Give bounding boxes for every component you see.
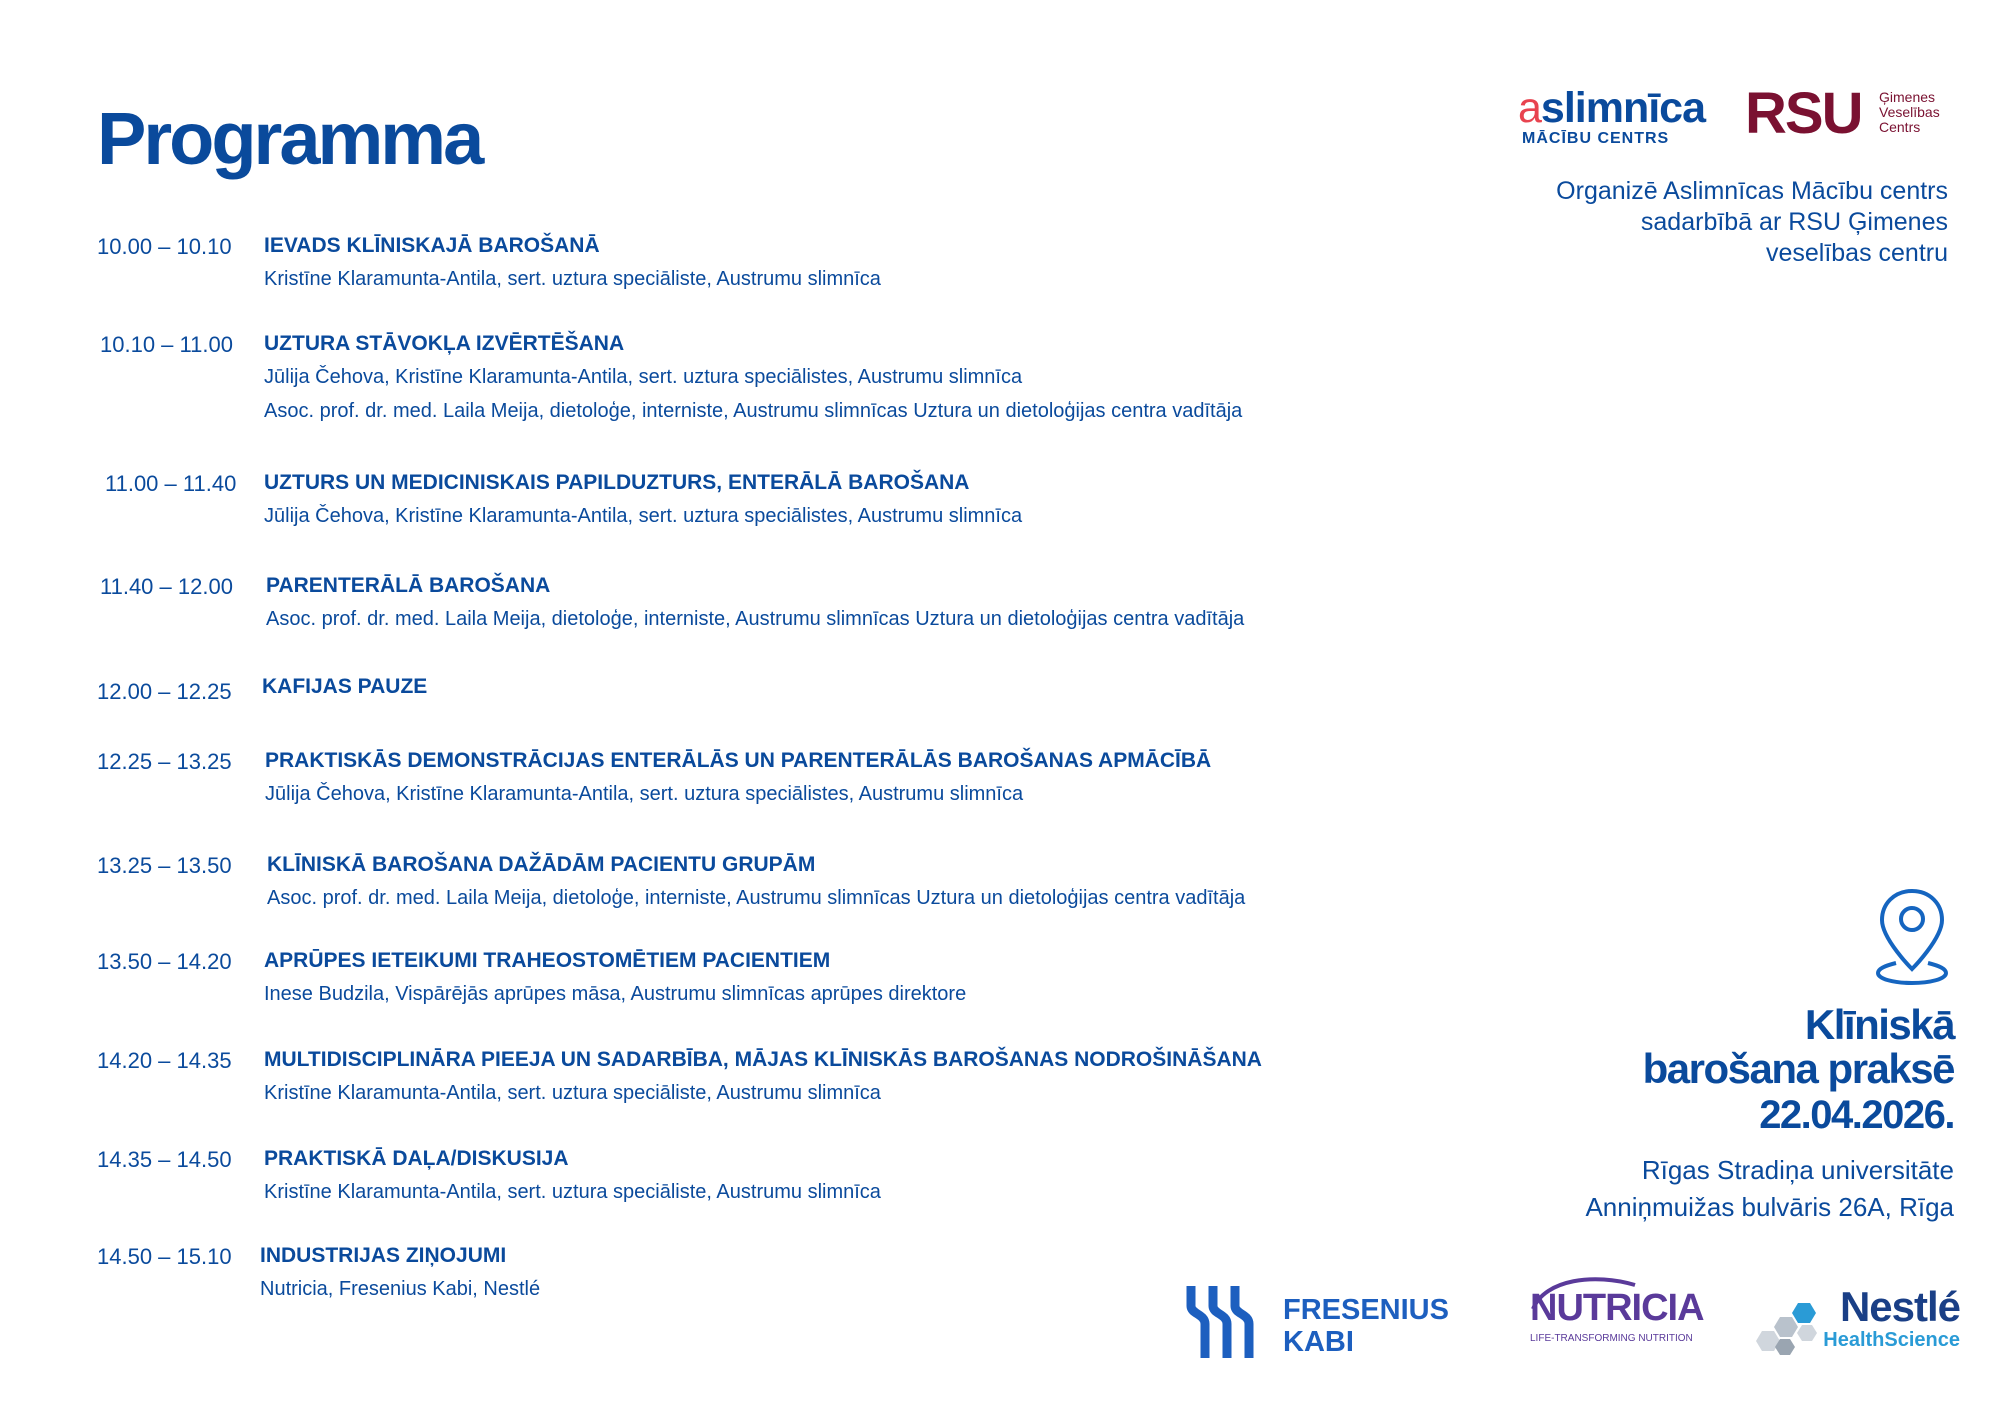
schedule-time: 12.25 – 13.25 [97,749,232,774]
schedule-speaker: Jūlija Čehova, Kristīne Klaramunta-Antila, sert. uztura speciālistes, Austrumu slimnīca [264,366,1023,388]
schedule-time: 10.10 – 11.00 [100,332,233,357]
schedule-topic: PRAKTISKĀ DAĻA/DISKUSIJA [264,1147,569,1170]
nestle-logo-sub: HealthScience [1823,1329,1960,1351]
aslimnica-logo [1518,84,1706,147]
schedule-time: 14.35 – 14.50 [97,1147,232,1172]
organizer-line: Organizē Aslimnīcas Mācību centrs [1556,177,1948,205]
page-title: Programma [97,97,482,180]
schedule-topic: KLĪNISKĀ BAROŠANA DAŽĀDĀM PACIENTU GRUPĀM [267,853,816,876]
schedule-topic: UZTURS UN MEDICINISKAIS PAPILDUZTURS, ENTERĀLĀ BAROŠANA [264,471,970,494]
rsu-logo-sub-line: Ģimenes [1879,89,1936,105]
rsu-logo-sub [1879,90,1940,135]
schedule-speaker: Inese Budzila, Vispārējās aprūpes māsa, Austrumu slimnīcas aprūpes direktore [264,983,967,1005]
aslimnica-logo-sub: MĀCĪBU CENTRS [1522,130,1670,147]
schedule-item [0,330,1500,425]
schedule-item [0,851,1500,911]
schedule-topic: INDUSTRIJAS ZIŅOJUMI [260,1244,507,1267]
rsu-logo-sub-line: Veselības [1879,104,1940,120]
organizer-line: sadarbībā ar RSU Ģimenes [1640,208,1948,236]
schedule-item [0,1046,1500,1106]
schedule-topic: UZTURA STĀVOKĻA IZVĒRTĒŠANA [264,332,625,355]
rsu-logo-mark: RSU [1745,81,1862,146]
schedule-item [0,572,1500,632]
schedule-speaker: Kristīne Klaramunta-Antila, sert. uztura speciāliste, Austrumu slimnīca [264,1082,881,1104]
schedule-item [0,232,1500,292]
schedule-time: 13.50 – 14.20 [97,949,232,974]
event-title-line: Klīniskā [1804,1001,1954,1048]
schedule-time: 14.50 – 15.10 [97,1244,232,1269]
schedule-topic: KAFIJAS PAUZE [262,675,428,698]
schedule-topic: MULTIDISCIPLINĀRA PIEEJA UN SADARBĪBA, MĀJAS KLĪNISKĀS BAROŠANAS NODROŠINĀŠANA [264,1048,1262,1071]
schedule-speaker: Nutricia, Fresenius Kabi, Nestlé [260,1278,541,1300]
schedule-time: 14.20 – 14.35 [97,1048,232,1073]
event-title [1454,1003,1954,1091]
schedule-topic: IEVADS KLĪNISKAJĀ BAROŠANĀ [264,234,600,257]
schedule-speaker: Asoc. prof. dr. med. Laila Meija, dietoloģe, interniste, Austrumu slimnīcas Uztura un dietoloģijas centra vadītāja [264,400,1243,422]
fresenius-logo-line: FRESENIUS [1283,1294,1449,1326]
schedule-time: 11.40 – 12.00 [100,574,233,599]
schedule-topic: PRAKTISKĀS DEMONSTRĀCIJAS ENTERĀLĀS UN PARENTERĀLĀS BAROŠANAS APMĀCĪBĀ [265,749,1212,772]
schedule-speaker: Kristīne Klaramunta-Antila, sert. uztura speciāliste, Austrumu slimnīca [264,1181,881,1203]
schedule-time: 13.25 – 13.50 [97,853,232,878]
schedule-item [0,747,1500,807]
fresenius-logo-line: KABI [1283,1326,1354,1358]
event-venue [1354,1152,1954,1226]
fresenius-kabi-logo [1183,1282,1473,1362]
aslimnica-logo-word: slimnīca [1540,84,1706,132]
schedule-time: 11.00 – 11.40 [105,471,237,496]
schedule-topic: PARENTERĀLĀ BAROŠANA [266,574,551,597]
event-title-line: barošana praksē [1642,1045,1954,1092]
organizer-text [1428,176,1948,269]
schedule-speaker: Jūlija Čehova, Kristīne Klaramunta-Antila, sert. uztura speciālistes, Austrumu slimnīca [265,783,1024,805]
rsu-logo-sub-line: Centrs [1879,119,1921,135]
rsu-logo [1745,81,1955,146]
nutricia-logo [1525,1275,1705,1355]
schedule-time: 12.00 – 12.25 [97,679,232,704]
event-date: 22.04.2026. [1759,1093,1954,1137]
venue-line: Rīgas Stradiņa universitāte [1641,1155,1954,1185]
schedule-item [0,469,1500,529]
nutricia-logo-word: NUTRICIA [1530,1287,1704,1329]
schedule-topic: APRŪPES IETEIKUMI TRAHEOSTOMĒTIEM PACIENTIEM [264,949,831,972]
nestle-hexagon-icon [1750,1299,1830,1359]
location-pin-icon [1872,885,1952,985]
schedule-item [0,947,1500,1007]
schedule-speaker: Jūlija Čehova, Kristīne Klaramunta-Antila, sert. uztura speciālistes, Austrumu slimnīca [264,505,1023,527]
organizer-line: veselības centru [1765,239,1948,267]
schedule-item [0,675,1500,715]
nestle-health-science-logo [1750,1285,1960,1365]
schedule-speaker: Asoc. prof. dr. med. Laila Meija, dietoloģe, interniste, Austrumu slimnīcas Uztura un dietoloģijas centra vadītāja [267,887,1246,909]
nutricia-logo-tagline: LIFE-TRANSFORMING NUTRITION [1530,1333,1693,1344]
fresenius-kabi-mark-icon [1183,1284,1263,1360]
nestle-logo-word: Nestlé [1839,1283,1960,1330]
schedule-item [0,1145,1500,1205]
schedule-time: 10.00 – 10.10 [97,234,232,259]
schedule-speaker: Asoc. prof. dr. med. Laila Meija, dietoloģe, interniste, Austrumu slimnīcas Uztura un dietoloģijas centra vadītāja [266,608,1245,630]
aslimnica-logo-a: a [1518,84,1541,132]
schedule-speaker: Kristīne Klaramunta-Antila, sert. uztura speciāliste, Austrumu slimnīca [264,268,881,290]
venue-line: Anniņmuižas bulvāris 26A, Rīga [1585,1192,1954,1222]
